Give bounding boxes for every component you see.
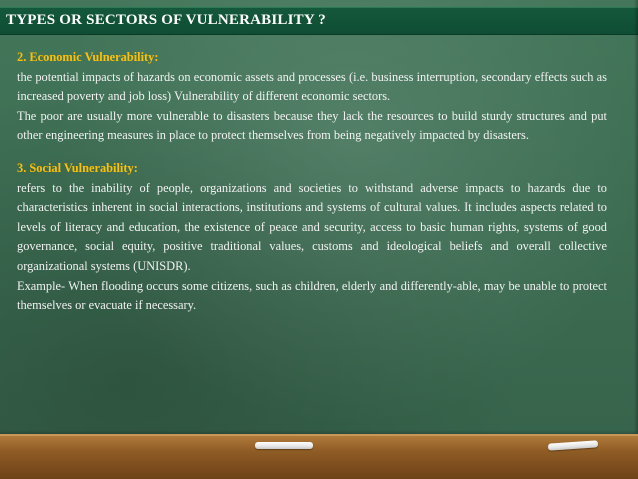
slide-title: TYPES OR SECTORS OF VULNERABILITY ? [6, 12, 326, 28]
section-economic-vulnerability [17, 48, 607, 146]
section-heading: 2. Economic Vulnerability: [17, 50, 159, 64]
slide-content [17, 48, 607, 316]
body-paragraph: Example- When flooding occurs some citizens, such as children, elderly and differently-able, may be unable to protect themselves or evacuate if necessary. [17, 278, 607, 313]
section-social-vulnerability [17, 159, 607, 316]
body-paragraph: the potential impacts of hazards on economic assets and processes (i.e. business interruption, secondary effects such as increased poverty and job loss) Vulnerability of different economic sectors. [17, 69, 607, 104]
frame-shadow [634, 0, 638, 479]
body-paragraph: The poor are usually more vulnerable to disasters because they lack the resources to build sturdy structures and put other engineering measures in place to protect themselves from being negatively impacted by disasters. [17, 108, 607, 143]
chalk-stick [255, 442, 313, 449]
chalk-ledge [0, 434, 638, 479]
body-paragraph: refers to the inability of people, organizations and societies to withstand adverse impacts to hazards due to characteristics inherent in social interactions, institutions and systems of cultural values. It includes aspects related to levels of literacy and education, the existence of peace and security, access to basic human rights, systems of good governance, social equity, positive traditional values, customs and ideological beliefs and overall collective organizational systems (UNISDR). [17, 180, 607, 273]
title-bar [0, 7, 638, 35]
section-spacer [17, 146, 607, 159]
section-heading: 3. Social Vulnerability: [17, 160, 138, 175]
